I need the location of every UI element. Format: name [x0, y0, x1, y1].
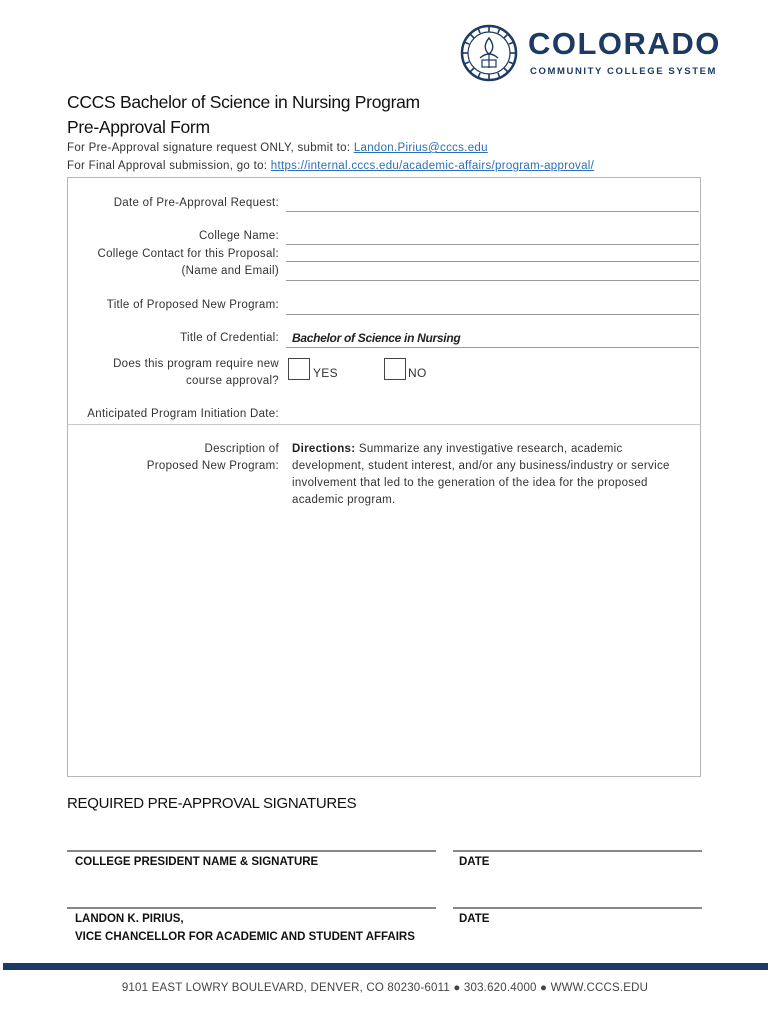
- description-field[interactable]: [292, 441, 672, 509]
- directions-text: Summarize any investigative research, academic development, student interest, and/or any business/industry or service involvement that led to the generation of the idea for the proposed academic program.: [292, 443, 670, 506]
- yes-label: YES: [313, 366, 338, 380]
- intro-preapproval-text: For Pre-Approval signature request ONLY, submit to:: [67, 142, 354, 154]
- footer-bar: [3, 963, 768, 970]
- credential-field[interactable]: [286, 347, 699, 348]
- logo-subtitle: COMMUNITY COLLEGE SYSTEM: [530, 66, 718, 77]
- course-approval-label: Does this program require new: [113, 358, 279, 370]
- footer-address: 9101 EAST LOWRY BOULEVARD, DENVER, CO 80230-6011 ● 303.620.4000 ● WWW.CCCS.EDU: [121, 982, 649, 994]
- date-request-field[interactable]: [286, 211, 699, 212]
- college-contact-field-1[interactable]: [286, 261, 699, 262]
- president-signature-label: COLLEGE PRESIDENT NAME & SIGNATURE: [75, 856, 319, 868]
- credential-label: Title of Credential:: [180, 332, 279, 344]
- directions-title: Directions:: [292, 443, 356, 455]
- program-approval-link[interactable]: https://internal.cccs.edu/academic-affairs/program-approval/: [270, 160, 595, 172]
- program-title-label: Title of Proposed New Program:: [106, 299, 279, 311]
- no-label: NO: [408, 366, 427, 380]
- yes-checkbox[interactable]: [288, 358, 310, 380]
- date-request-label: Date of Pre-Approval Request:: [113, 197, 279, 209]
- section-divider: [68, 424, 700, 425]
- intro-final-text: For Final Approval submission, go to:: [67, 160, 271, 172]
- description-label-2: Proposed New Program:: [146, 460, 279, 472]
- vc-name: LANDON K. PIRIUS,: [75, 913, 184, 925]
- document-title-line1: CCCS Bachelor of Science in Nursing Program: [67, 92, 420, 112]
- intro-final-approval: [67, 160, 594, 172]
- email-link[interactable]: Landon.Pirius@cccs.edu: [353, 142, 488, 154]
- college-name-field[interactable]: [286, 244, 699, 245]
- signatures-heading: REQUIRED PRE-APPROVAL SIGNATURES: [67, 795, 357, 812]
- college-contact-sublabel: (Name and Email): [181, 265, 279, 277]
- course-approval-label-2: course approval?: [185, 375, 279, 387]
- president-date-label: DATE: [459, 856, 490, 868]
- logo-wordmark: COLORADO: [528, 26, 721, 61]
- initiation-date-label: Anticipated Program Initiation Date:: [87, 408, 279, 420]
- vc-title: VICE CHANCELLOR FOR ACADEMIC AND STUDENT AFFAIRS: [75, 931, 415, 943]
- program-title-field[interactable]: [286, 314, 699, 315]
- colorado-logo: [460, 24, 740, 86]
- document-title-line2: Pre-Approval Form: [67, 117, 210, 137]
- president-signature-line[interactable]: [67, 850, 436, 852]
- president-date-line[interactable]: [453, 850, 702, 852]
- colorado-seal-icon: [460, 24, 518, 82]
- college-name-label: College Name:: [199, 230, 279, 242]
- college-contact-label: College Contact for this Proposal:: [97, 248, 279, 260]
- no-checkbox[interactable]: [384, 358, 406, 380]
- vc-signature-line[interactable]: [67, 907, 436, 909]
- vc-date-line[interactable]: [453, 907, 702, 909]
- intro-preapproval: [67, 142, 488, 154]
- college-contact-field-2[interactable]: [286, 280, 699, 281]
- credential-value: Bachelor of Science in Nursing: [292, 331, 461, 345]
- vc-date-label: DATE: [459, 913, 490, 925]
- description-label: Description of: [204, 443, 279, 455]
